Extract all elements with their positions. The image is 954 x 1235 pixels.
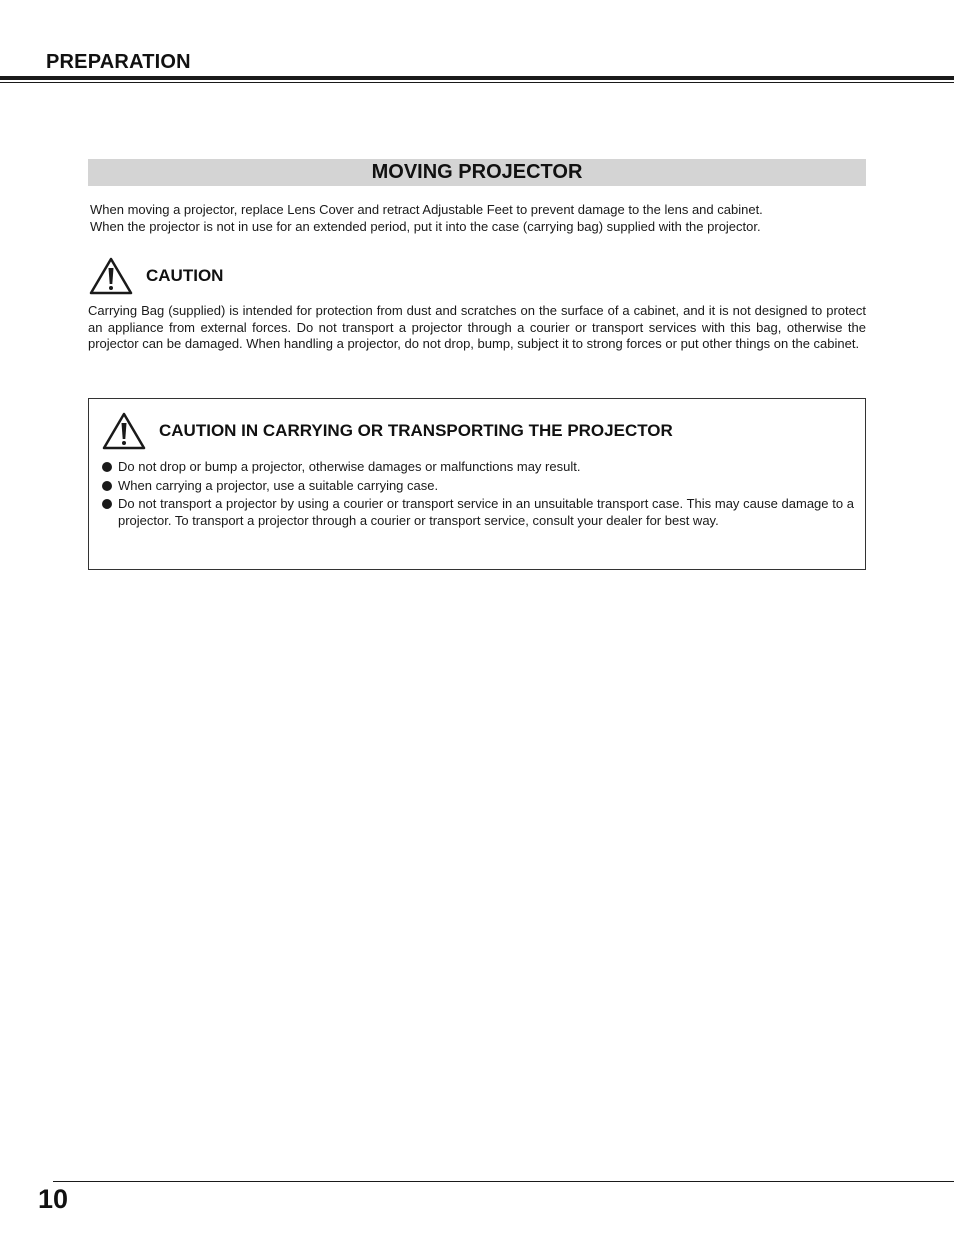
warning-triangle-icon [88,256,134,296]
bullet-icon [102,499,112,509]
caution-title: CAUTION [146,266,224,285]
bullet-icon [102,481,112,491]
intro-text [90,201,866,235]
caution-text: Carrying Bag (supplied) is intended for protection from dust and scratches on the surface of a cabinet, and it is not designed to protect an appliance from external forces. Do not transport a projector through a courier or transport services with this bag, otherwise the projector can be damaged. When handling a projector, do not drop, bump, subject it to strong forces or put other things on the cabinet. [88,303,866,351]
bullet-icon [102,462,112,472]
list-item-text: Do not transport a projector by using a courier or transport service in an unsuitable transport case. This may cause damage to a projector. To transport a projector through a courier or transport service, consult your dealer for best way. [118,496,854,528]
page-title: MOVING PROJECTOR [88,159,866,186]
section-header: PREPARATION [46,51,191,73]
header-rule-thin [0,82,954,83]
warning-triangle-icon [101,411,147,451]
intro-line: When the projector is not in use for an extended period, put it into the case (carrying bag) supplied with the projector. [90,219,761,234]
transport-caution-box [88,398,866,570]
transport-caution-heading [101,411,673,451]
intro-line: When moving a projector, replace Lens Cover and retract Adjustable Feet to prevent damage to the lens and cabinet. [90,202,763,217]
list-item [101,459,854,476]
caution-heading [88,256,223,296]
list-item-text: When carrying a projector, use a suitable carrying case. [118,477,439,493]
header-rule [0,76,954,80]
list-item-text: Do not drop or bump a projector, otherwise damages or malfunctions may result. [118,459,581,474]
page-number: 10 [38,1184,69,1214]
transport-caution-list [101,459,854,531]
list-item [101,496,854,529]
transport-caution-title: CAUTION IN CARRYING OR TRANSPORTING THE PROJECTOR [159,421,673,440]
footer-rule [53,1181,954,1182]
list-item [101,478,854,495]
